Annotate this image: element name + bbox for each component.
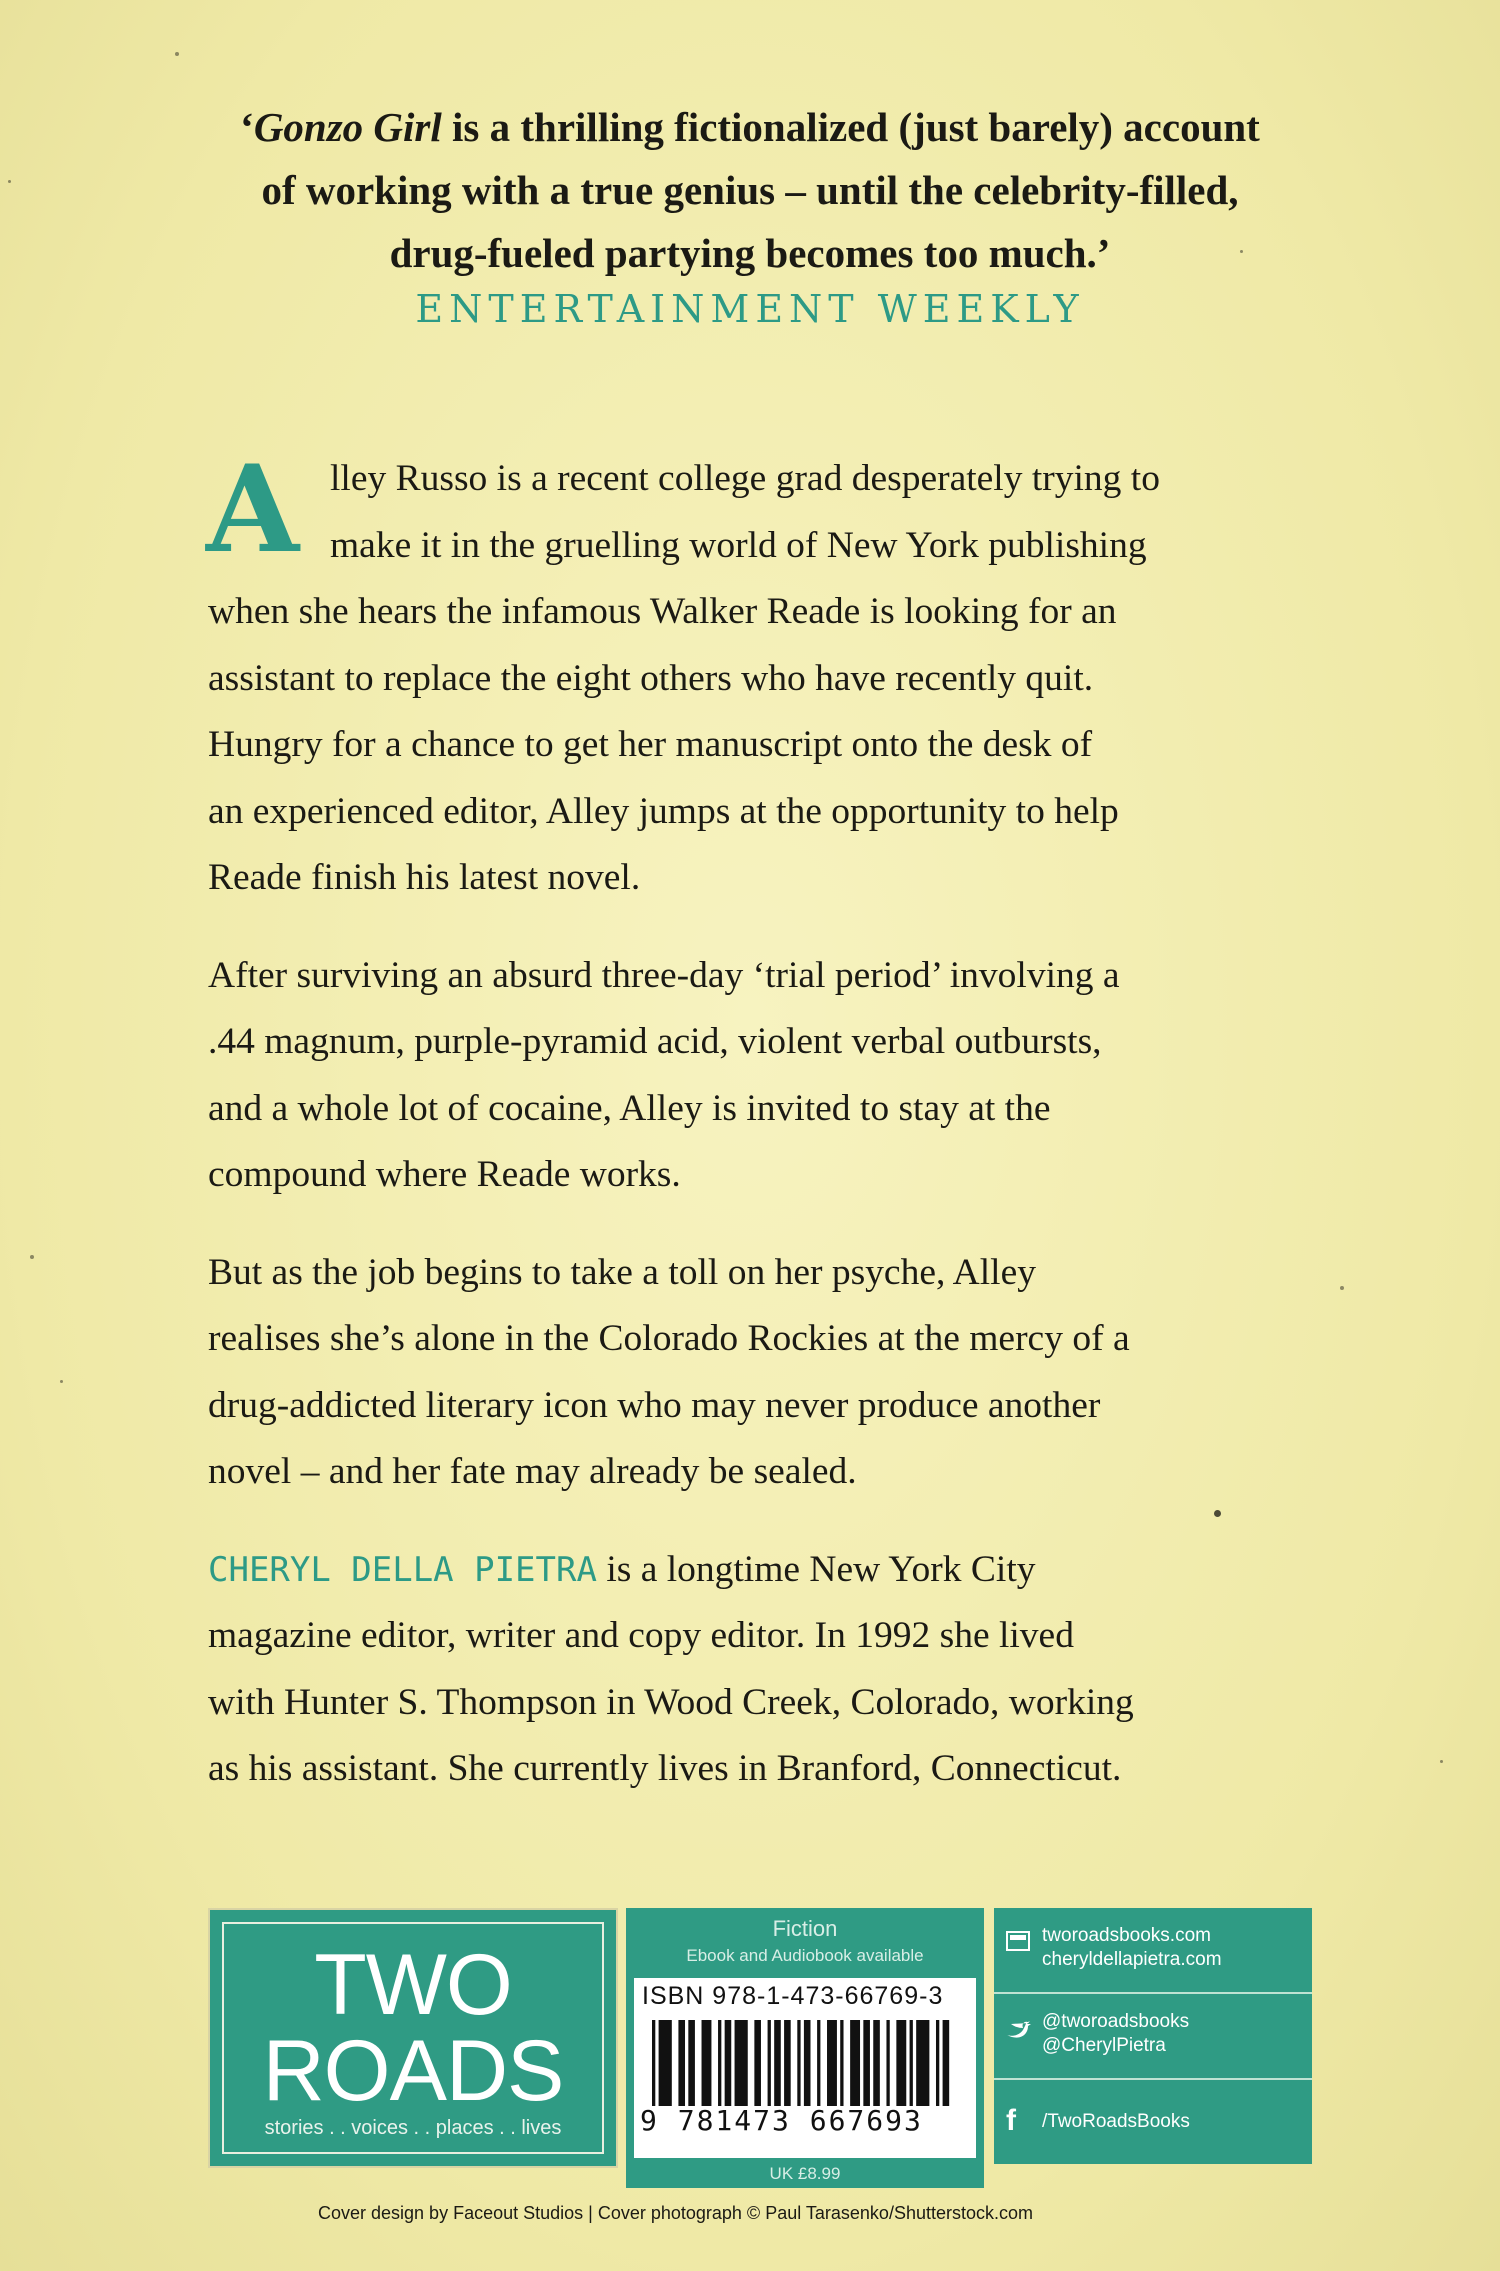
twitter-handle[interactable]: @CherylPietra (1042, 2035, 1166, 2056)
blurb-paragraph-1 (206, 439, 1308, 912)
quote-line-2: of working with a true genius – until the celebrity-filled, (261, 167, 1239, 213)
paper-speck (1340, 1286, 1344, 1290)
website-link[interactable]: cheryldellapietra.com (1042, 1949, 1222, 1970)
paper-speck (8, 180, 11, 183)
blurb-line: and a whole lot of cocaine, Alley is invited to stay at the (208, 1087, 1051, 1129)
barcode-bar (678, 2020, 685, 2106)
website-link[interactable]: tworoadsbooks.com (1042, 1925, 1211, 1946)
barcode-bar (702, 2020, 712, 2106)
barcode-bar (827, 2020, 837, 2106)
logo-word-roads: ROADS (262, 2023, 564, 2119)
barcode-bar (817, 2020, 820, 2106)
website-links (994, 1908, 1312, 1994)
barcode-bar (659, 2020, 672, 2106)
author-bio-line: as his assistant. She currently lives in Branford, Connecticut. (208, 1748, 1122, 1789)
book-blurb (206, 439, 1308, 1834)
author-bio-line: magazine editor, writer and copy editor. In 1992 she lived (208, 1615, 1074, 1656)
links-panel (994, 1908, 1312, 2164)
blurb-line: drug-addicted literary icon who may never produce another (208, 1384, 1101, 1426)
quote-line-3: drug-fueled partying becomes too much.’ (389, 230, 1111, 276)
paper-speck (30, 1255, 34, 1259)
blurb-line: Hungry for a chance to get her manuscript onto the desk of (208, 724, 1093, 765)
isbn-panel (626, 1908, 984, 2188)
blurb-line: an experienced editor, Alley jumps at the opportunity to help (208, 790, 1119, 832)
author-name: CHERYL DELLA PIETRA (208, 1549, 597, 1590)
facebook-link-row (994, 2080, 1312, 2164)
logo-word-two: TWO (314, 1937, 512, 2033)
barcode-bar (797, 2020, 800, 2106)
blurb-paragraph-2 (208, 943, 1308, 1209)
blurb-line: realises she’s alone in the Colorado Rockies at the mercy of a (208, 1318, 1130, 1359)
quote-book-title: Gonzo Girl (253, 104, 442, 150)
barcode-bar (735, 2020, 748, 2106)
barcode-bar (718, 2020, 721, 2106)
blurb-line: After surviving an absurd three-day ‘trial period’ involving a (208, 954, 1120, 996)
barcode-bar (804, 2020, 811, 2106)
barcode-bar (943, 2020, 950, 2106)
blurb-line: lley Russo is a recent college grad desperately trying to (330, 458, 1160, 499)
quote-source: ENTERTAINMENT WEEKLY (415, 287, 1085, 331)
blurb-line: Reade finish his latest novel. (208, 857, 641, 898)
paper-speck (1440, 1760, 1443, 1763)
barcode-bar (916, 2020, 929, 2106)
barcode-bar (910, 2020, 913, 2106)
web-icon (1006, 1930, 1030, 1958)
blurb-line: .44 magnum, purple-pyramid acid, violent verbal outbursts, (208, 1021, 1102, 1062)
barcode-bar (936, 2020, 939, 2106)
quote-line-1: ‘Gonzo Girl is a thrilling fictionalized (just barely) account (240, 104, 1260, 150)
blurb-line: when she hears the infamous Walker Reade is looking for an (208, 591, 1117, 632)
paper-speck (175, 52, 179, 56)
blurb-line: novel – and her fate may already be sealed. (208, 1451, 857, 1492)
blurb-line: But as the job begins to take a toll on her psyche, Alley (208, 1251, 1036, 1293)
genre-label: Fiction (772, 1916, 838, 1941)
logo-tagline: stories . . voices . . places . . lives (264, 2117, 562, 2139)
author-bio-line: with Hunter S. Thompson in Wood Creek, Colorado, working (208, 1681, 1134, 1723)
twitter-handle[interactable]: @tworoadsbooks (1042, 2011, 1190, 2032)
blurb-line: compound where Reade works. (208, 1154, 681, 1195)
review-quote (150, 96, 1350, 331)
barcode-bar (886, 2020, 889, 2106)
barcode-bar (725, 2020, 732, 2106)
barcode-number: 9 781473 667693 (640, 2104, 923, 2137)
isbn-text: ISBN 978-1-473-66769-3 (642, 1982, 944, 2010)
drop-cap: A (206, 439, 300, 580)
barcode-bar (863, 2020, 870, 2106)
barcode-bar (850, 2020, 860, 2106)
publisher-logo (208, 1908, 618, 2168)
blurb-line: assistant to replace the eight others who have recently quit. (208, 657, 1094, 699)
barcode-bar (774, 2020, 781, 2106)
price-label: UK £8.99 (769, 2164, 841, 2183)
barcode-bar (652, 2020, 655, 2106)
barcode-bar (896, 2020, 906, 2106)
blurb-paragraph-3 (208, 1240, 1308, 1506)
twitter-links (994, 1994, 1312, 2080)
cover-credits: Cover design by Faceout Studios | Cover photograph © Paul Tarasenko/Shutterstock.com (318, 2203, 1033, 2223)
author-bio (208, 1537, 1308, 1803)
facebook-link[interactable]: /TwoRoadsBooks (1042, 2111, 1190, 2132)
barcode-box (634, 1978, 976, 2158)
paper-speck (60, 1380, 63, 1383)
blurb-line: make it in the gruelling world of New York publishing (330, 524, 1147, 566)
barcode-bar (768, 2020, 771, 2106)
logo-frame (222, 1922, 604, 2154)
twitter-icon (1006, 2016, 1032, 2047)
barcode-bar (873, 2020, 880, 2106)
barcode-bar (840, 2020, 843, 2106)
barcode (652, 2020, 962, 2106)
barcode-bar (754, 2020, 761, 2106)
barcode-bar (688, 2020, 695, 2106)
facebook-icon: f (1006, 2104, 1016, 2137)
formats-label: Ebook and Audiobook available (686, 1946, 924, 1965)
barcode-bar (784, 2020, 791, 2106)
author-bio-line: CHERYL DELLA PIETRA is a longtime New York City (208, 1548, 1036, 1590)
